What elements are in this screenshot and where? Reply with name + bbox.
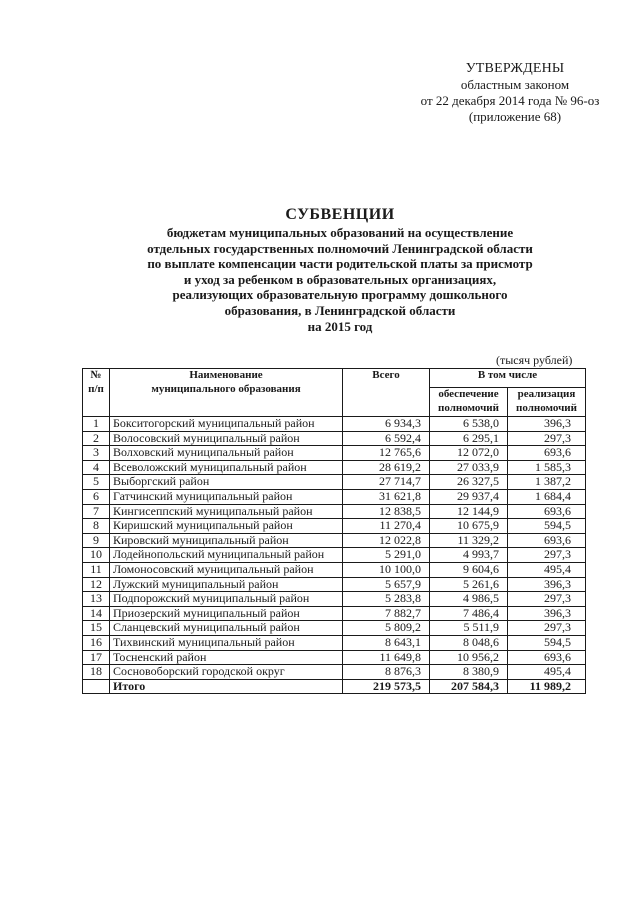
header-number-line1: №: [90, 369, 102, 381]
row-name: Кировский муниципальный район: [110, 533, 343, 548]
row-provision: 12 072,0: [430, 446, 508, 461]
total-provision: 207 584,3: [430, 679, 508, 694]
row-provision: 9 604,6: [430, 562, 508, 577]
table-row: [83, 519, 586, 534]
row-total: 11 649,8: [343, 650, 430, 665]
row-total: 10 100,0: [343, 562, 430, 577]
row-number: 6: [83, 489, 110, 504]
row-total: 6 934,3: [343, 417, 430, 432]
header-name-line2: муниципального образования: [151, 382, 301, 395]
title-line: реализующих образовательную программу дошкольного: [172, 287, 508, 303]
row-number: 2: [83, 431, 110, 446]
title-line: бюджетам муниципальных образований на осуществление: [166, 225, 514, 240]
row-implementation: 693,6: [508, 504, 586, 519]
table-row: [83, 606, 586, 621]
row-provision: 5 261,6: [430, 577, 508, 592]
row-provision: 5 511,9: [430, 621, 508, 636]
table-row: [83, 417, 586, 432]
header-provision-line2: полномочий: [438, 401, 499, 414]
row-number: 15: [83, 621, 110, 636]
row-number: 12: [83, 577, 110, 592]
row-total: 28 619,2: [343, 460, 430, 475]
row-implementation: 396,3: [508, 577, 586, 592]
table-row: [83, 446, 586, 461]
row-provision: 8 380,9: [430, 665, 508, 680]
row-name: Бокситогорский муниципальный район: [110, 417, 343, 432]
document-title: [100, 205, 580, 334]
row-total: 11 270,4: [343, 519, 430, 534]
approval-stamp: [420, 61, 600, 125]
header-implementation-line1: реализация: [517, 388, 576, 400]
approval-date: от 22 декабря 2014 года № 96-оз: [420, 93, 600, 108]
header-number: [83, 369, 110, 417]
header-implementation-line2: полномочий: [516, 401, 577, 414]
row-total: 5 283,8: [343, 592, 430, 607]
row-number: 18: [83, 665, 110, 680]
table-row: [83, 635, 586, 650]
page-title: СУБВЕНЦИИ: [285, 206, 395, 223]
table-row: [83, 548, 586, 563]
row-implementation: 693,6: [508, 533, 586, 548]
total-implementation: 11 989,2: [508, 679, 586, 694]
row-total: 12 765,6: [343, 446, 430, 461]
row-name: Выборгский район: [110, 475, 343, 490]
subsidy-table: [82, 368, 586, 694]
row-implementation: 495,4: [508, 562, 586, 577]
row-provision: 7 486,4: [430, 606, 508, 621]
row-total: 6 592,4: [343, 431, 430, 446]
row-provision: 26 327,5: [430, 475, 508, 490]
row-number: 11: [83, 562, 110, 577]
row-name: Сланцевский муниципальный район: [110, 621, 343, 636]
row-number: 16: [83, 635, 110, 650]
row-number: 7: [83, 504, 110, 519]
row-implementation: 396,3: [508, 606, 586, 621]
row-name: Ломоносовский муниципальный район: [110, 562, 343, 577]
row-number: 9: [83, 533, 110, 548]
row-name: Всеволожский муниципальный район: [110, 460, 343, 475]
row-name: Лодейнопольский муниципальный район: [110, 548, 343, 563]
row-implementation: 1 387,2: [508, 475, 586, 490]
table-row: [83, 533, 586, 548]
row-total: 27 714,7: [343, 475, 430, 490]
row-implementation: 693,6: [508, 446, 586, 461]
row-total: 12 022,8: [343, 533, 430, 548]
table-row: [83, 489, 586, 504]
row-number: 3: [83, 446, 110, 461]
row-implementation: 594,5: [508, 519, 586, 534]
row-provision: 10 956,2: [430, 650, 508, 665]
row-name: Приозерский муниципальный район: [110, 606, 343, 621]
table-row: [83, 475, 586, 490]
table-row: [83, 592, 586, 607]
row-name: Тихвинский муниципальный район: [110, 635, 343, 650]
row-provision: 4 993,7: [430, 548, 508, 563]
table-row: [83, 562, 586, 577]
title-line: образования, в Ленинградской области: [224, 302, 456, 318]
row-total: 12 838,5: [343, 504, 430, 519]
row-total: 7 882,7: [343, 606, 430, 621]
row-name: Подпорожский муниципальный район: [110, 592, 343, 607]
row-number: 17: [83, 650, 110, 665]
row-total: 5 657,9: [343, 577, 430, 592]
row-number: 5: [83, 475, 110, 490]
row-name: Гатчинский муниципальный район: [110, 489, 343, 504]
row-total: 5 291,0: [343, 548, 430, 563]
table-body: [83, 417, 586, 694]
row-implementation: 495,4: [508, 665, 586, 680]
table-row: [83, 650, 586, 665]
table-row: [83, 577, 586, 592]
title-line: на 2015 год: [307, 318, 373, 334]
row-implementation: 297,3: [508, 431, 586, 446]
total-label: Итого: [110, 679, 343, 694]
row-implementation: 1 585,3: [508, 460, 586, 475]
header-total: Всего: [343, 369, 430, 417]
row-number: 10: [83, 548, 110, 563]
header-provision: [430, 388, 508, 417]
row-name: Волосовский муниципальный район: [110, 431, 343, 446]
row-implementation: 297,3: [508, 621, 586, 636]
row-name: Сосновоборский городской округ: [110, 665, 343, 680]
row-total: 8 643,1: [343, 635, 430, 650]
header-number-line2: п/п: [88, 382, 104, 395]
table-row: [83, 460, 586, 475]
row-number: 14: [83, 606, 110, 621]
row-total: 31 621,8: [343, 489, 430, 504]
approval-law: областным законом: [460, 77, 570, 92]
row-provision: 8 048,6: [430, 635, 508, 650]
row-number: 4: [83, 460, 110, 475]
row-name: Лужский муниципальный район: [110, 577, 343, 592]
header-including: В том числе: [430, 369, 586, 388]
row-provision: 6 295,1: [430, 431, 508, 446]
row-implementation: 693,6: [508, 650, 586, 665]
row-implementation: 396,3: [508, 417, 586, 432]
header-name: [110, 369, 343, 417]
row-total: 8 876,3: [343, 665, 430, 680]
total-row-number: [83, 679, 110, 694]
row-number: 8: [83, 519, 110, 534]
table-row: [83, 621, 586, 636]
row-provision: 29 937,4: [430, 489, 508, 504]
title-line: и уход за ребенком в образовательных организациях,: [183, 271, 497, 287]
approval-appendix: (приложение 68): [468, 109, 562, 124]
title-line: по выплате компенсации части родительской платы за присмотр: [147, 256, 533, 272]
title-line: отдельных государственных полномочий Ленинградской области: [147, 240, 533, 256]
row-name: Тосненский район: [110, 650, 343, 665]
row-provision: 12 144,9: [430, 504, 508, 519]
row-name: Киришский муниципальный район: [110, 519, 343, 534]
header-name-line1: Наименование: [189, 369, 263, 381]
table-row: [83, 504, 586, 519]
table-row: [83, 665, 586, 680]
row-implementation: 1 684,4: [508, 489, 586, 504]
row-name: Кингисеппский муниципальный район: [110, 504, 343, 519]
row-name: Волховский муниципальный район: [110, 446, 343, 461]
table-row: [83, 431, 586, 446]
row-provision: 4 986,5: [430, 592, 508, 607]
header-implementation: [508, 388, 586, 417]
row-implementation: 594,5: [508, 635, 586, 650]
row-provision: 27 033,9: [430, 460, 508, 475]
approval-title: УТВЕРЖДЕНЫ: [465, 61, 565, 76]
row-implementation: 297,3: [508, 592, 586, 607]
total-sum: 219 573,5: [343, 679, 430, 694]
total-row: [83, 679, 586, 694]
header-provision-line1: обеспечение: [438, 388, 499, 400]
row-provision: 10 675,9: [430, 519, 508, 534]
row-number: 13: [83, 592, 110, 607]
row-number: 1: [83, 417, 110, 432]
row-total: 5 809,2: [343, 621, 430, 636]
units-label: (тысяч рублей): [496, 353, 573, 367]
row-provision: 6 538,0: [430, 417, 508, 432]
row-implementation: 297,3: [508, 548, 586, 563]
row-provision: 11 329,2: [430, 533, 508, 548]
